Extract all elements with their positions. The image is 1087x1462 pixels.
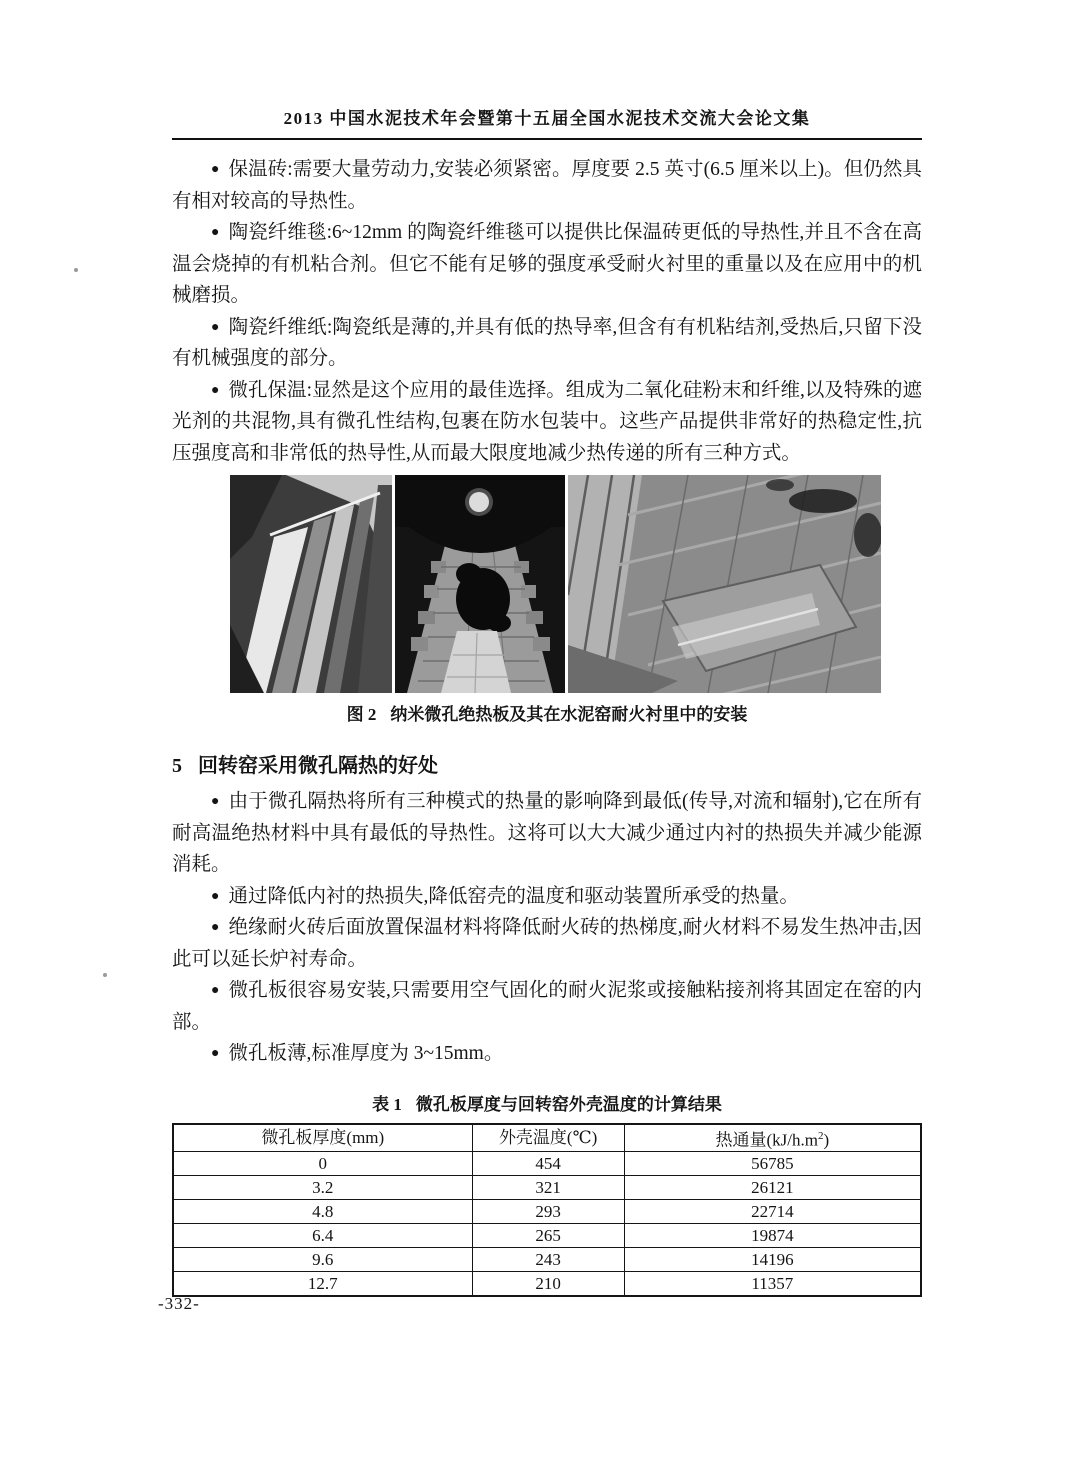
- table-cell: 293: [472, 1200, 624, 1224]
- section5-number: 5: [172, 755, 182, 777]
- paragraph-text: 绝缘耐火砖后面放置保温材料将降低耐火砖的热梯度,耐火材料不易发生热冲击,因此可以延长炉衬寿命。: [172, 917, 922, 970]
- scan-speck: [103, 973, 107, 977]
- bullet-icon: ●: [211, 319, 220, 335]
- table1-caption-label: 表 1: [372, 1094, 402, 1114]
- table-cell: 11357: [624, 1272, 921, 1297]
- table-row: [173, 1272, 921, 1297]
- bullet-paragraph-easy-installation: [172, 975, 922, 1038]
- scan-speck: [74, 268, 78, 272]
- paragraph-text: 微孔板薄,标准厚度为 3~15mm。: [228, 1043, 504, 1064]
- bullet-paragraph-shell-temperature: [172, 881, 922, 913]
- section5-heading: [172, 753, 922, 779]
- table-header-row: [173, 1124, 921, 1152]
- bullet-icon: ●: [211, 382, 220, 398]
- table-cell: 321: [472, 1176, 624, 1200]
- table-cell: 19874: [624, 1224, 921, 1248]
- figure2-caption-text: 纳米微孔绝热板及其在水泥窑耐火衬里中的安装: [390, 705, 748, 724]
- table-cell: 12.7: [173, 1272, 472, 1297]
- table-cell: 210: [472, 1272, 624, 1297]
- figure2-photo-brick-lining: [568, 475, 881, 693]
- table-row: [173, 1152, 921, 1176]
- bullet-icon: ●: [211, 1046, 220, 1061]
- table-cell: 0: [173, 1152, 472, 1176]
- table-header-cell-shell-temp: 外壳温度(℃): [472, 1124, 624, 1152]
- table-cell: 265: [472, 1224, 624, 1248]
- table-header-cell-heat-flux: 热通量$(kJ/h.m^2)$: [624, 1124, 921, 1152]
- bullet-paragraph-insulating-brick: [172, 154, 922, 217]
- figure2-photo-kiln-interior-installation: [395, 475, 565, 693]
- paragraph-text: 微孔板很容易安装,只需要用空气固化的耐火泥浆或接触粘接剂将其固定在窑的内部。: [172, 980, 922, 1033]
- bullet-icon: ●: [211, 794, 220, 809]
- table-cell: 3.2: [173, 1176, 472, 1200]
- paragraph-text: 保温砖:需要大量劳动力,安装必须紧密。厚度要 2.5 英寸(6.5 厘米以上)。但仍然具有相对较高的导热性。: [172, 159, 922, 212]
- table-row: [173, 1248, 921, 1272]
- figure2-photo-insulation-boards: [230, 475, 392, 693]
- bullet-icon: ●: [211, 888, 220, 904]
- section5-title: 回转窑采用微孔隔热的好处: [198, 755, 438, 777]
- table-cell: 454: [472, 1152, 624, 1176]
- header-rule: [172, 138, 922, 140]
- paragraph-text: 通过降低内衬的热损失,降低窑壳的温度和驱动装置所承受的热量。: [228, 885, 799, 907]
- paragraph-text: 陶瓷纤维毯:6~12mm 的陶瓷纤维毯可以提供比保温砖更低的导热性,并且不含在高温会烧掉的有机粘合剂。但它不能有足够的强度承受耐火衬里的重量以及在应用中的机械磨损。: [172, 222, 922, 306]
- table1-caption: [172, 1094, 922, 1116]
- results-table: [172, 1123, 922, 1298]
- paragraph-text: 微孔保温:显然是这个应用的最佳选择。组成为二氧化硅粉末和纤维,以及特殊的遮光剂的共混物,具有微孔性结构,包裹在防水包装中。这些产品提供非常好的热稳定性,抗压强度高和非常低的热导性,从而最大限度地减少热传递的所有三种方式。: [172, 379, 922, 464]
- page-content: [172, 0, 922, 1297]
- table-row: [173, 1200, 921, 1224]
- bullet-icon: ●: [211, 162, 220, 177]
- table-cell: 243: [472, 1248, 624, 1272]
- figure2-caption: [172, 704, 922, 726]
- table-cell: 26121: [624, 1176, 921, 1200]
- paragraph-text: 陶瓷纤维纸:陶瓷纸是薄的,并具有低的热导率,但含有有机粘结剂,受热后,只留下没有机械强度的部分。: [172, 316, 922, 369]
- table-cell: 6.4: [173, 1224, 472, 1248]
- table1-caption-text: 微孔板厚度与回转窑外壳温度的计算结果: [415, 1094, 722, 1114]
- bullet-paragraph-microporous-insulation: [172, 375, 922, 470]
- table-header-cell-thickness: 微孔板厚度(mm): [173, 1124, 472, 1152]
- table-cell: 56785: [624, 1152, 921, 1176]
- page-number: -332-: [158, 1294, 200, 1313]
- bullet-paragraph-ceramic-fiber-blanket: [172, 217, 922, 312]
- bullet-paragraph-ceramic-fiber-paper: [172, 312, 922, 375]
- table-cell: 9.6: [173, 1248, 472, 1272]
- bullet-paragraph-thermal-gradient: [172, 912, 922, 975]
- table-row: [173, 1176, 921, 1200]
- table-cell: 4.8: [173, 1200, 472, 1224]
- bullet-paragraph-lowest-conductivity: [172, 786, 922, 881]
- proceedings-header-title: 2013 中国水泥技术年会暨第十五届全国水泥技术交流大会论文集: [283, 109, 811, 128]
- figure2-photo-strip: [230, 475, 881, 693]
- bullet-icon: ●: [211, 225, 220, 240]
- bullet-icon: ●: [211, 983, 220, 998]
- table-cell: 22714: [624, 1200, 921, 1224]
- bullet-paragraph-thin-board: [172, 1038, 922, 1070]
- table-row: [173, 1224, 921, 1248]
- paragraph-text: 由于微孔隔热将所有三种模式的热量的影响降到最低(传导,对流和辐射),它在所有耐高温绝热材料中具有最低的导热性。这将可以大大减少通过内衬的热损失并减少能源消耗。: [172, 791, 922, 875]
- body-text: [172, 154, 922, 1297]
- figure2-caption-label: 图 2: [346, 705, 377, 724]
- table-cell: 14196: [624, 1248, 921, 1272]
- bullet-icon: ●: [211, 920, 220, 935]
